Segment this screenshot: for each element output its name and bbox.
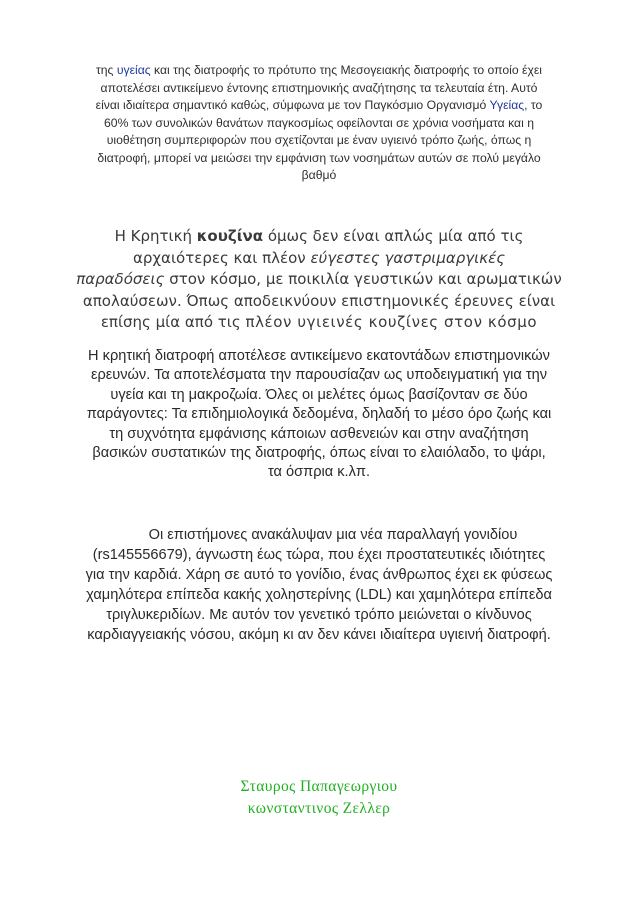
text-line [48, 248, 590, 270]
text-line: υιοθέτηση συμπεριφορών που σχετίζονται με έναν υγιεινό τρόπο ζωής, όπως η [106, 133, 532, 147]
cretan-diet-research-paragraph [48, 347, 590, 483]
text-span: Οι επιστήμονες ανακάλυψαν μια νέα παραλλαγή γονιδίου [148, 527, 518, 543]
health-link[interactable]: υγείας [116, 63, 151, 77]
text-line: βασικών συστατικών της διατροφής, όπως είναι το ελαιόλαδο, το ψάρι, [92, 445, 546, 462]
text-line [48, 525, 590, 545]
text-span: είναι ιδιαίτερα σημαντικό καθώς, σύμφωνα με τον Παγκόσμιο Οργανισμό [95, 98, 490, 112]
author-signature [120, 776, 518, 820]
italic-phrase: παραδόσεις [76, 270, 165, 288]
italic-phrase: εύγεστες γαστριμαργικές [310, 248, 505, 267]
text-span: όμως δεν είναι απλώς μία από τις [263, 227, 524, 245]
author-name-1: Σταυρος Παπαγεωργιου [240, 778, 398, 795]
intro-paragraph [50, 62, 588, 185]
text-span: επίσης μία από τις [100, 313, 246, 331]
text-line: Η κρητική διατροφή αποτέλεσε αντικείμενο εκατοντάδων επιστημονικών [88, 348, 550, 364]
author-name-2: κωνσταντινος Ζελλερ [247, 800, 391, 817]
cretan-cuisine-paragraph [48, 226, 590, 334]
text-line: τη συχνότητα εμφάνισης κάποιων ασθενειών και στην αναζήτηση [109, 425, 529, 442]
text-span: στον κόσμο, με ποικιλία γευστικών και αρωματικών [164, 270, 562, 288]
text-line [48, 226, 590, 248]
text-line: παράγοντες: Τα επιδημιολογικά δεδομένα, δηλαδή το μέσο όρο ζωής και [86, 406, 552, 423]
text-span: αρχαιότερες και πλέον [132, 248, 311, 267]
text-line: χαμηλότερα επίπεδα κακής χοληστερίνης (LDL) και χαμηλότερα επίπεδα [86, 587, 552, 603]
text-span: της [95, 63, 117, 77]
text-line: υγεία και τη μακροζωία. Όλες οι μελέτες όμως βασίζονταν σε δύο [110, 386, 528, 403]
text-span: και της διατροφής το πρότυπο της Μεσογειακής διατροφής το οποίο έχει [150, 63, 543, 77]
text-line: διατροφή, μπορεί να μειώσει την εμφάνιση των νοσημάτων αυτών σε πολύ μεγάλο [97, 150, 541, 165]
text-line [48, 312, 590, 334]
cuisine-bold-word: κουζίνα [196, 227, 264, 245]
text-line: για την καρδιά. Χάρη σε αυτό το γονίδιο, ένας άνθρωπος έχει εκ φύσεως [85, 567, 553, 583]
text-span: , το [524, 98, 543, 112]
health-organization-link[interactable]: Υγείας [489, 98, 525, 112]
text-line: αποτελέσει αντικείμενο έντονης επιστημονικής αναζήτησης τα τελευταία έτη. Αυτό [100, 80, 538, 95]
text-line: τριγλυκεριδίων. Με αυτόν τον γενετικό τρόπο μειώνεται ο κίνδυνος [106, 607, 532, 623]
text-line [48, 269, 590, 291]
spaced-phrase: πλέον υγιεινές κουζίνες στον κόσμο [245, 313, 538, 331]
text-line: βαθμό [301, 168, 337, 182]
text-line: καρδιαγγειακής νόσου, ακόμη κι αν δεν κάνει ιδιαίτερα υγιεινή διατροφή. [87, 627, 551, 643]
text-line: (rs145556679), άγνωστη έως τώρα, που έχει προστατευτικές ιδιότητες [92, 547, 546, 563]
text-line: ερευνών. Τα αποτελέσματα την παρουσίαζαν ως υποδειγματική για την [90, 367, 548, 384]
gene-discovery-paragraph [48, 525, 590, 645]
text-line [50, 97, 588, 115]
text-line: τα όσπρια κ.λπ. [267, 464, 371, 481]
text-line: απολαύσεων. Όπως αποδεικνύουν επιστημονικές έρευνες είναι [82, 291, 556, 310]
text-span: Η Κρητική [114, 227, 197, 245]
text-line: 60% των συνολικών θανάτων παγκοσμίως οφείλονται σε χρόνια νοσήματα και η [104, 115, 534, 130]
text-line [50, 62, 588, 80]
